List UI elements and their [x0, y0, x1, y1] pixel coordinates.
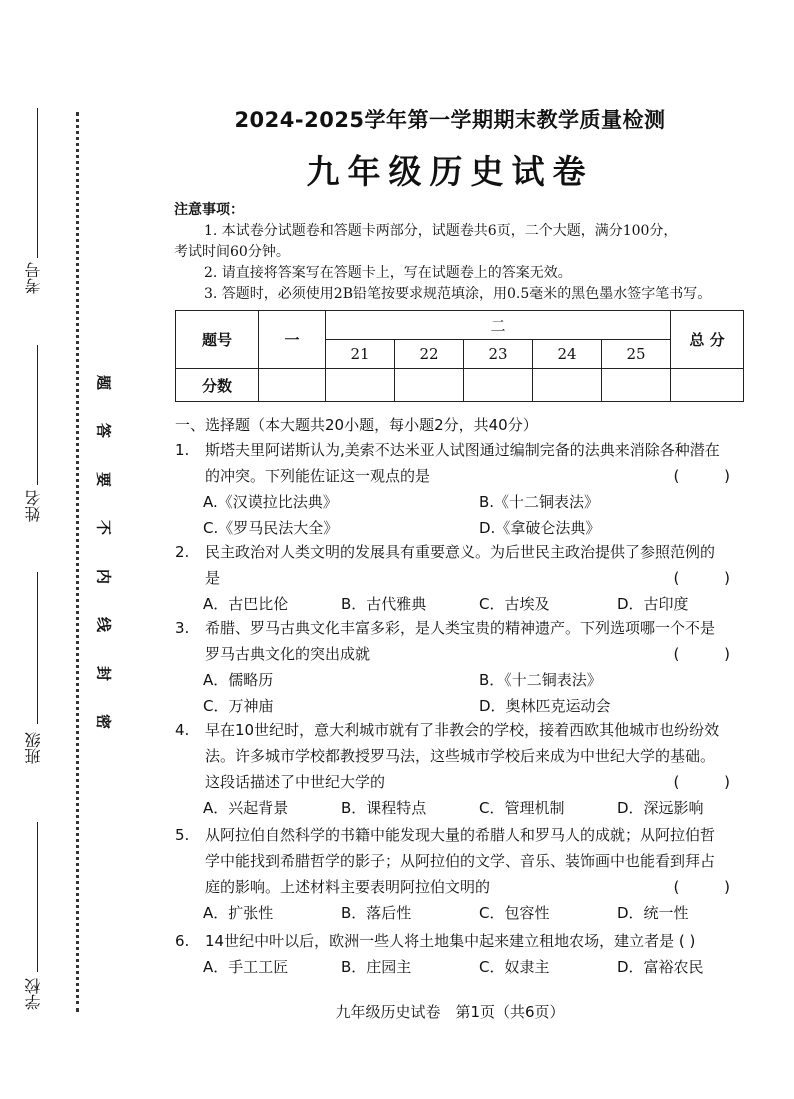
question-number: 3. — [175, 619, 190, 637]
page-footer: 九年级历史试卷 第1页（共6页） — [335, 1003, 565, 1021]
question-number: 1. — [175, 441, 190, 459]
seal-char: 不 — [94, 520, 113, 536]
subnum-cell: 22 — [395, 340, 464, 369]
seal-dotted-line — [76, 112, 79, 1012]
option: C．包容性 — [479, 904, 550, 922]
score-cell[interactable] — [326, 369, 395, 402]
question-text: 的冲突。下列能佐证这一观点的是 — [205, 467, 431, 485]
question-text: 民主政治对人类文明的发展具有重要意义。为后世民主政治提供了参照范例的 — [205, 543, 716, 561]
question-text: 法。许多城市学校都教授罗马法，这些城市学校后来成为中世纪大学的基础。 — [205, 747, 716, 765]
option: C.《罗马民法大全》 — [203, 519, 339, 537]
total-header: 总 分 — [671, 311, 744, 369]
notes-heading: 注意事项： — [174, 202, 244, 218]
answer-bracket: ( ) — [673, 878, 750, 896]
exam-subtitle: 九年级历史试卷 — [306, 152, 594, 191]
score-table — [175, 310, 744, 402]
option: A.《汉谟拉比法典》 — [203, 493, 338, 511]
answer-bracket: ( ) — [673, 467, 750, 485]
score-row-label: 分数 — [176, 369, 259, 402]
question-4 — [175, 717, 760, 821]
score-cell[interactable] — [533, 369, 602, 402]
seal-char: 内 — [94, 568, 113, 584]
option: D．深远影响 — [617, 799, 704, 817]
exam-no-line — [37, 108, 38, 258]
seal-char: 要 — [94, 471, 113, 487]
question-number: 4. — [175, 721, 190, 739]
part1-header: 一 — [259, 311, 326, 369]
seal-text — [94, 372, 114, 732]
question-text: 这段话描述了中世纪大学的 — [205, 773, 386, 791]
question-3 — [175, 615, 760, 719]
subnum-cell: 25 — [602, 340, 671, 369]
exam-title: 2024-2025学年第一学期期末教学质量检测 — [234, 108, 666, 132]
section-heading: 一、选择题（本大题共20小题，每小题2分，共40分） — [175, 416, 538, 434]
option: A．古巴比伦 — [203, 595, 289, 613]
option: C．管理机制 — [479, 799, 565, 817]
school-label: 学校 — [24, 978, 43, 1010]
option: B．庄园主 — [341, 958, 412, 976]
option: B．课程特点 — [341, 799, 427, 817]
seal-char: 密 — [94, 713, 113, 729]
option: D．奥林匹克运动会 — [479, 697, 611, 715]
class-label: 班级 — [24, 732, 43, 764]
question-6 — [175, 928, 760, 980]
question-text: 斯塔夫里阿诺斯认为,美索不达米亚人试图通过编制完备的法典来消除各种潜在 — [205, 441, 720, 459]
score-cell[interactable] — [602, 369, 671, 402]
note-item: 3. 答题时，必须使用2B铅笔按要求规范填涂，用0.5毫米的黑色墨水签字笔书写。 — [204, 286, 712, 302]
question-5 — [175, 822, 760, 926]
subnum-cell: 23 — [464, 340, 533, 369]
seal-char: 题 — [94, 374, 113, 390]
question-text: 早在10世纪时，意大利城市就有了非教会的学校，接着西欧其他城市也纷纷效 — [205, 721, 720, 739]
answer-bracket: ( ) — [673, 645, 750, 663]
question-text: 希腊、罗马古典文化丰富多彩，是人类宝贵的精神遗产。下列选项哪一个不是 — [205, 619, 716, 637]
score-cell[interactable] — [671, 369, 744, 402]
seal-char: 线 — [94, 617, 113, 633]
question-text: 从阿拉伯自然科学的书籍中能发现大量的希腊人和罗马人的成就；从阿拉伯哲 — [205, 826, 716, 844]
school-line — [37, 822, 38, 972]
question-text: 庭的影响。上述材料主要表明阿拉伯文明的 — [205, 878, 491, 896]
seal-char: 答 — [94, 423, 113, 439]
option: B．古代雅典 — [341, 595, 427, 613]
exam-no-label: 考号 — [24, 262, 43, 294]
note-item: 2. 请直接将答案写在答题卡上，写在试题卷上的答案无效。 — [204, 265, 572, 281]
question-number: 2. — [175, 543, 190, 561]
question-2 — [175, 539, 760, 617]
question-number: 6. — [175, 932, 190, 950]
option: B．落后性 — [341, 904, 412, 922]
question-text: 学中能找到希腊哲学的影子；从阿拉伯的文学、音乐、装饰画中也能看到拜占 — [205, 852, 716, 870]
score-cell[interactable] — [259, 369, 326, 402]
seal-char: 封 — [94, 665, 113, 681]
option: D．统一性 — [617, 904, 689, 922]
note-item: 考试时间60分钟。 — [174, 244, 290, 260]
option: A．手工工匠 — [203, 958, 289, 976]
answer-bracket: ( ) — [673, 569, 750, 587]
option: D.《拿破仑法典》 — [479, 519, 601, 537]
notes — [174, 200, 754, 305]
answer-bracket: ( ) — [673, 773, 750, 791]
option: C．奴隶主 — [479, 958, 550, 976]
note-item: 1. 本试卷分试题卷和答题卡两部分，试题卷共6页，二个大题，满分100分， — [204, 223, 678, 239]
class-line — [37, 572, 38, 724]
option: C．万神庙 — [203, 697, 274, 715]
option: B．《十二铜表法》 — [479, 671, 602, 689]
question-number: 5. — [175, 826, 190, 844]
part2-header: 二 — [326, 311, 671, 340]
question-text: 罗马古典文化的突出成就 — [205, 645, 371, 663]
option: A．儒略历 — [203, 671, 274, 689]
question-text: 是 — [205, 569, 221, 587]
question-1 — [175, 437, 760, 541]
subnum-cell: 24 — [533, 340, 602, 369]
name-label: 姓名 — [24, 490, 43, 522]
name-line — [37, 345, 38, 485]
option: D．古印度 — [617, 595, 689, 613]
option: D．富裕农民 — [617, 958, 704, 976]
option: B.《十二铜表法》 — [479, 493, 600, 511]
subnum-cell: 21 — [326, 340, 395, 369]
question-no-header: 题号 — [176, 311, 259, 369]
option: A．兴起背景 — [203, 799, 289, 817]
score-cell[interactable] — [395, 369, 464, 402]
option: A．扩张性 — [203, 904, 274, 922]
question-text: 14世纪中叶以后，欧洲一些人将土地集中起来建立租地农场，建立者是 ( ) — [205, 932, 696, 950]
option: C．古埃及 — [479, 595, 550, 613]
score-cell[interactable] — [464, 369, 533, 402]
